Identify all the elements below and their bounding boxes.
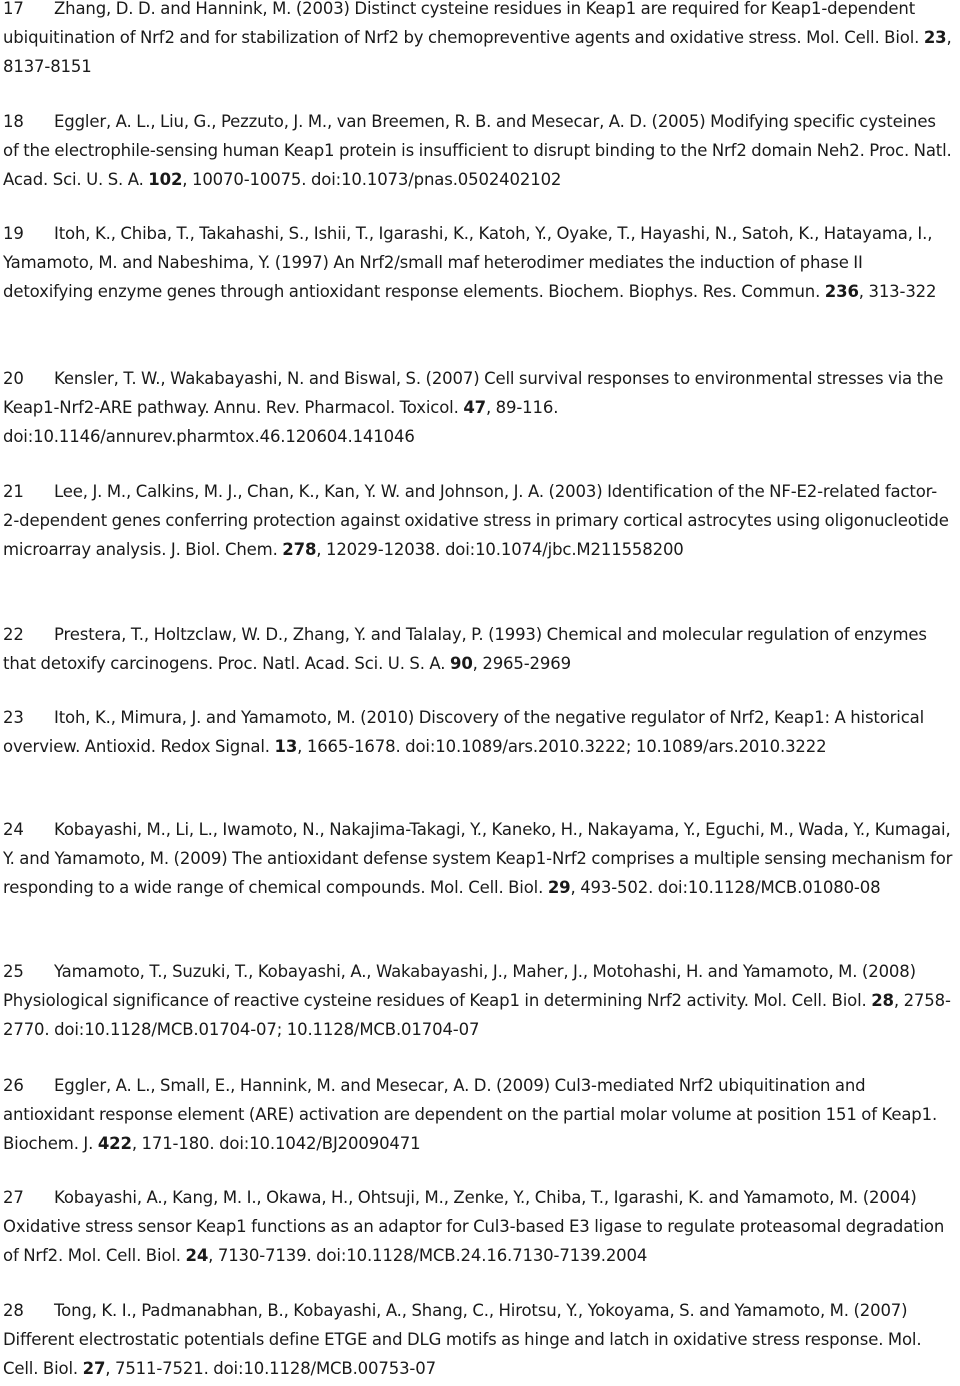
- reference-volume: 278: [282, 540, 317, 559]
- reference-volume: 29: [547, 878, 571, 897]
- reference-number: 27: [3, 1188, 24, 1207]
- reference-number: 19: [3, 224, 24, 243]
- reference-number: 25: [3, 962, 24, 981]
- reference-item-21: [3, 477, 953, 564]
- reference-text: Itoh, K., Mimura, J. and Yamamoto, M. (2010) Discovery of the negative regulator of Nrf2, Keap1: A historical overview. Antioxid. Redox Signal.: [3, 708, 925, 756]
- reference-volume: 24: [185, 1246, 209, 1265]
- reference-pages: , 8137-8151: [3, 28, 952, 76]
- reference-number: 20: [3, 369, 24, 388]
- reference-pages: , 7511-7521. doi:10.1128/MCB.00753-07: [105, 1359, 436, 1378]
- reference-number: 23: [3, 708, 24, 727]
- reference-pages: , 171-180. doi:10.1042/BJ20090471: [131, 1134, 421, 1153]
- reference-pages: , 10070-10075. doi:10.1073/pnas.0502402102: [182, 170, 562, 189]
- reference-number: 24: [3, 820, 24, 839]
- reference-pages: , 12029-12038. doi:10.1074/jbc.M211558200: [316, 540, 684, 559]
- reference-pages: , 493-502. doi:10.1128/MCB.01080-08: [570, 878, 881, 897]
- reference-item-17: [3, 0, 953, 81]
- reference-text: Kobayashi, M., Li, L., Iwamoto, N., Nakajima-Takagi, Y., Kaneko, H., Nakayama, Y., Eguchi, M., Wada, Y., Kumagai, Y. and Yamamoto, M. (2009) The antioxidant defense system Keap1-Nrf2 comprises a multiple sensing mechanism for responding to a wide range of chemical compounds. Mol. Cell. Biol.: [3, 820, 953, 897]
- reference-pages: , 313-322: [858, 282, 937, 301]
- reference-text: Kobayashi, A., Kang, M. I., Okawa, H., Ohtsuji, M., Zenke, Y., Chiba, T., Igarashi, K. and Yamamoto, M. (2004) Oxidative stress sensor Keap1 functions as an adaptor for Cul3-based E3 ligase to regulate proteasomal degradation of Nrf2. Mol. Cell. Biol.: [3, 1188, 945, 1265]
- reference-volume: 90: [449, 654, 473, 673]
- reference-pages: , 2758-2770. doi:10.1128/MCB.01704-07; 10.1128/MCB.01704-07: [3, 991, 951, 1039]
- reference-text: Eggler, A. L., Liu, G., Pezzuto, J. M., van Breemen, R. B. and Mesecar, A. D. (2005) Modifying specific cysteines of the electrophile-sensing human Keap1 protein is insufficient to disrupt binding to the Nrf2 domain Neh2. Proc. Natl. Acad. Sci. U. S. A.: [3, 112, 952, 189]
- reference-volume: 102: [148, 170, 183, 189]
- reference-volume: 27: [82, 1359, 106, 1378]
- reference-number: 28: [3, 1301, 24, 1320]
- reference-item-19: [3, 219, 953, 306]
- reference-volume: 422: [97, 1134, 132, 1153]
- reference-number: 21: [3, 482, 24, 501]
- reference-text: Lee, J. M., Calkins, M. J., Chan, K., Kan, Y. W. and Johnson, J. A. (2003) Identification of the NF-E2-related factor-2-dependent genes conferring protection against oxidative stress in primary cortical astrocytes using oligonucleotide microarray analysis. J. Biol. Chem.: [3, 482, 949, 559]
- reference-volume: 28: [871, 991, 894, 1010]
- reference-volume: 23: [923, 28, 947, 47]
- reference-text: Kensler, T. W., Wakabayashi, N. and Biswal, S. (2007) Cell survival responses to environmental stresses via the Keap1-Nrf2-ARE pathway. Annu. Rev. Pharmacol. Toxicol.: [3, 369, 944, 417]
- reference-item-27: [3, 1183, 953, 1270]
- reference-number: 26: [3, 1076, 24, 1095]
- reference-item-23: [3, 703, 953, 761]
- reference-volume: 47: [463, 398, 486, 417]
- reference-item-22: [3, 620, 953, 678]
- reference-item-24: [3, 815, 953, 902]
- reference-text: Tong, K. I., Padmanabhan, B., Kobayashi, A., Shang, C., Hirotsu, Y., Yokoyama, S. and Yamamoto, M. (2007) Different electrostatic potentials define ETGE and DLG motifs as hinge and latch in oxidative stress response. Mol. Cell. Biol.: [3, 1301, 922, 1378]
- reference-pages: , 1665-1678. doi:10.1089/ars.2010.3222; 10.1089/ars.2010.3222: [297, 737, 827, 756]
- reference-number: 22: [3, 625, 24, 644]
- reference-text: Zhang, D. D. and Hannink, M. (2003) Distinct cysteine residues in Keap1 are required for Keap1-dependent ubiquitination of Nrf2 and for stabilization of Nrf2 by chemopreventive agents and oxidative stress. Mol. Cell. Biol.: [3, 0, 920, 47]
- reference-number: 17: [3, 0, 24, 18]
- reference-number: 18: [3, 112, 24, 131]
- reference-item-26: [3, 1071, 953, 1158]
- reference-text: Prestera, T., Holtzclaw, W. D., Zhang, Y. and Talalay, P. (1993) Chemical and molecular regulation of enzymes that detoxify carcinogens. Proc. Natl. Acad. Sci. U. S. A.: [3, 625, 927, 673]
- reference-pages: , 89-116. doi:10.1146/annurev.pharmtox.46.120604.141046: [3, 398, 559, 446]
- reference-pages: , 2965-2969: [472, 654, 571, 673]
- reference-volume: 13: [274, 737, 298, 756]
- reference-volume: 236: [824, 282, 859, 301]
- reference-text: Yamamoto, T., Suzuki, T., Kobayashi, A., Wakabayashi, J., Maher, J., Motohashi, H. and Yamamoto, M. (2008) Physiological significance of reactive cysteine residues of Keap1 in determining Nrf2 activity. Mol. Cell. Biol.: [3, 962, 916, 1010]
- reference-text: Itoh, K., Chiba, T., Takahashi, S., Ishii, T., Igarashi, K., Katoh, Y., Oyake, T., Hayashi, N., Satoh, K., Hatayama, I., Yamamoto, M. and Nabeshima, Y. (1997) An Nrf2/small maf heterodimer mediates the induction of phase II detoxifying enzyme genes through antioxidant response elements. Biochem. Biophys. Res. Commun.: [3, 224, 933, 301]
- reference-item-20: [3, 364, 953, 451]
- reference-item-28: [3, 1296, 953, 1383]
- reference-text: Eggler, A. L., Small, E., Hannink, M. and Mesecar, A. D. (2009) Cul3-mediated Nrf2 ubiquitination and antioxidant response element (ARE) activation are dependent on the partial molar volume at position 151 of Keap1. Biochem. J.: [3, 1076, 938, 1153]
- reference-item-18: [3, 107, 953, 194]
- reference-item-25: [3, 957, 953, 1044]
- reference-pages: , 7130-7139. doi:10.1128/MCB.24.16.7130-7139.2004: [208, 1246, 648, 1265]
